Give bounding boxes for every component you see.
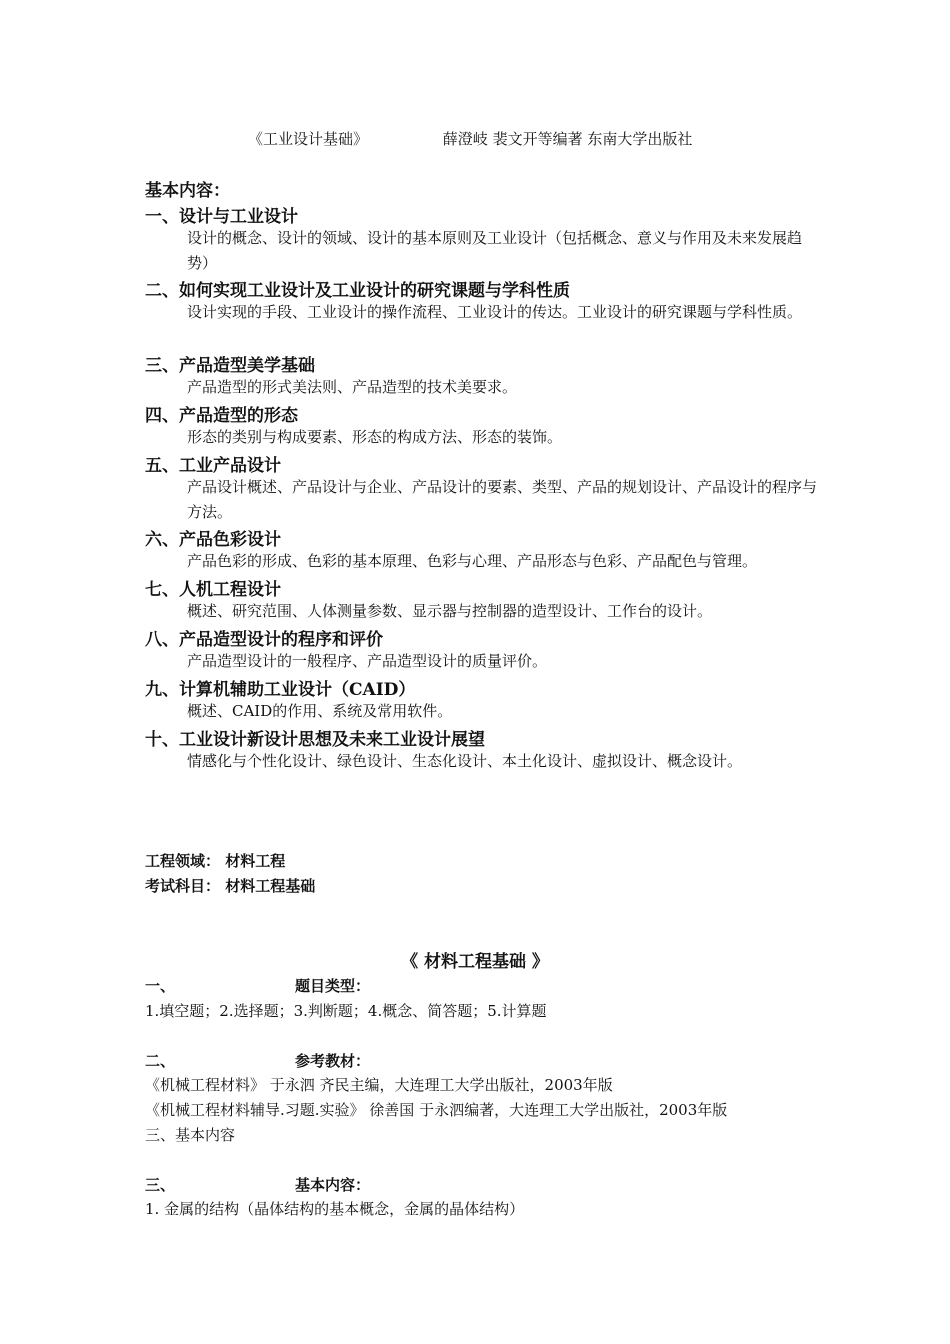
section-title: 十、工业设计新设计思想及未来工业设计展望 <box>145 730 485 750</box>
section-title: 三、产品造型美学基础 <box>145 356 315 376</box>
question-types: 1.填空题；2.选择题；3.判断题；4.概念、简答题；5.计算题 <box>145 1002 547 1020</box>
basic-content-heading: 基本内容： <box>145 181 230 201</box>
materials-title: 《 材料工程基础 》 <box>401 952 549 972</box>
section-body: 形态的类别与构成要素、形态的构成方法、形态的装饰。 <box>187 428 563 446</box>
section-title: 六、产品色彩设计 <box>145 530 281 550</box>
textbook-2: 《机械工程材料辅导.习题.实验》 徐善国 于永泗编著，大连理工大学出版社，2003年版 <box>145 1101 728 1119</box>
section-title: 二、如何实现工业设计及工业设计的研究课题与学科性质 <box>145 281 570 301</box>
section-title: 八、产品造型设计的程序和评价 <box>145 630 383 650</box>
part1-heading <box>145 975 371 996</box>
section-body: 概述、研究范围、人体测量参数、显示器与控制器的造型设计、工作台的设计。 <box>187 602 713 620</box>
section-title: 七、人机工程设计 <box>145 580 281 600</box>
reference-line <box>248 128 692 149</box>
exam-subject: 考试科目： 材料工程基础 <box>145 877 316 895</box>
section-body: 产品色彩的形成、色彩的基本原理、色彩与心理、产品形态与色彩、产品配色与管理。 <box>187 552 758 570</box>
section-body: 概述、CAID的作用、系统及常用软件。 <box>187 702 453 720</box>
section-body: 产品设计概述、产品设计与企业、产品设计的要素、类型、产品的规划设计、产品设计的程序与方法。 <box>187 478 818 521</box>
book-authors: 薛澄岐 裴文开等编著 东南大学出版社 <box>442 130 693 148</box>
part2-label: 参考教材： <box>295 1052 371 1070</box>
part1-label: 题目类型： <box>295 977 371 995</box>
section-body: 设计的概念、设计的领域、设计的基本原则及工业设计（包括概念、意义与作用及未来发展趋势） <box>187 229 803 272</box>
section-body: 产品造型的形式美法则、产品造型的技术美要求。 <box>187 378 518 396</box>
section-body: 设计实现的手段、工业设计的操作流程、工业设计的传达。工业设计的研究课题与学科性质。 <box>187 303 803 321</box>
part2-number: 二、 <box>145 1052 176 1070</box>
section-body: 情感化与个性化设计、绿色设计、生态化设计、本土化设计、虚拟设计、概念设计。 <box>187 752 743 770</box>
section-title: 五、工业产品设计 <box>145 456 281 476</box>
textbook-1: 《机械工程材料》 于永泗 齐民主编，大连理工大学出版社，2003年版 <box>145 1076 613 1094</box>
section-title: 四、产品造型的形态 <box>145 406 298 426</box>
part3-heading <box>145 1174 371 1195</box>
content-item-1: 1. 金属的结构（晶体结构的基本概念，金属的晶体结构） <box>145 1200 525 1218</box>
section-body: 产品造型设计的一般程序、产品造型设计的质量评价。 <box>187 652 548 670</box>
section-title: 一、设计与工业设计 <box>145 207 298 227</box>
section-title: 九、计算机辅助工业设计（CAID） <box>145 680 416 700</box>
engineering-field: 工程领域： 材料工程 <box>145 852 286 870</box>
part3-number: 三、 <box>145 1176 176 1194</box>
book-title: 《工业设计基础》 <box>248 130 369 148</box>
part3-label: 基本内容： <box>295 1176 371 1194</box>
part1-number: 一、 <box>145 977 176 995</box>
basic-content-line: 三、基本内容 <box>145 1126 236 1144</box>
part2-heading <box>145 1050 371 1071</box>
